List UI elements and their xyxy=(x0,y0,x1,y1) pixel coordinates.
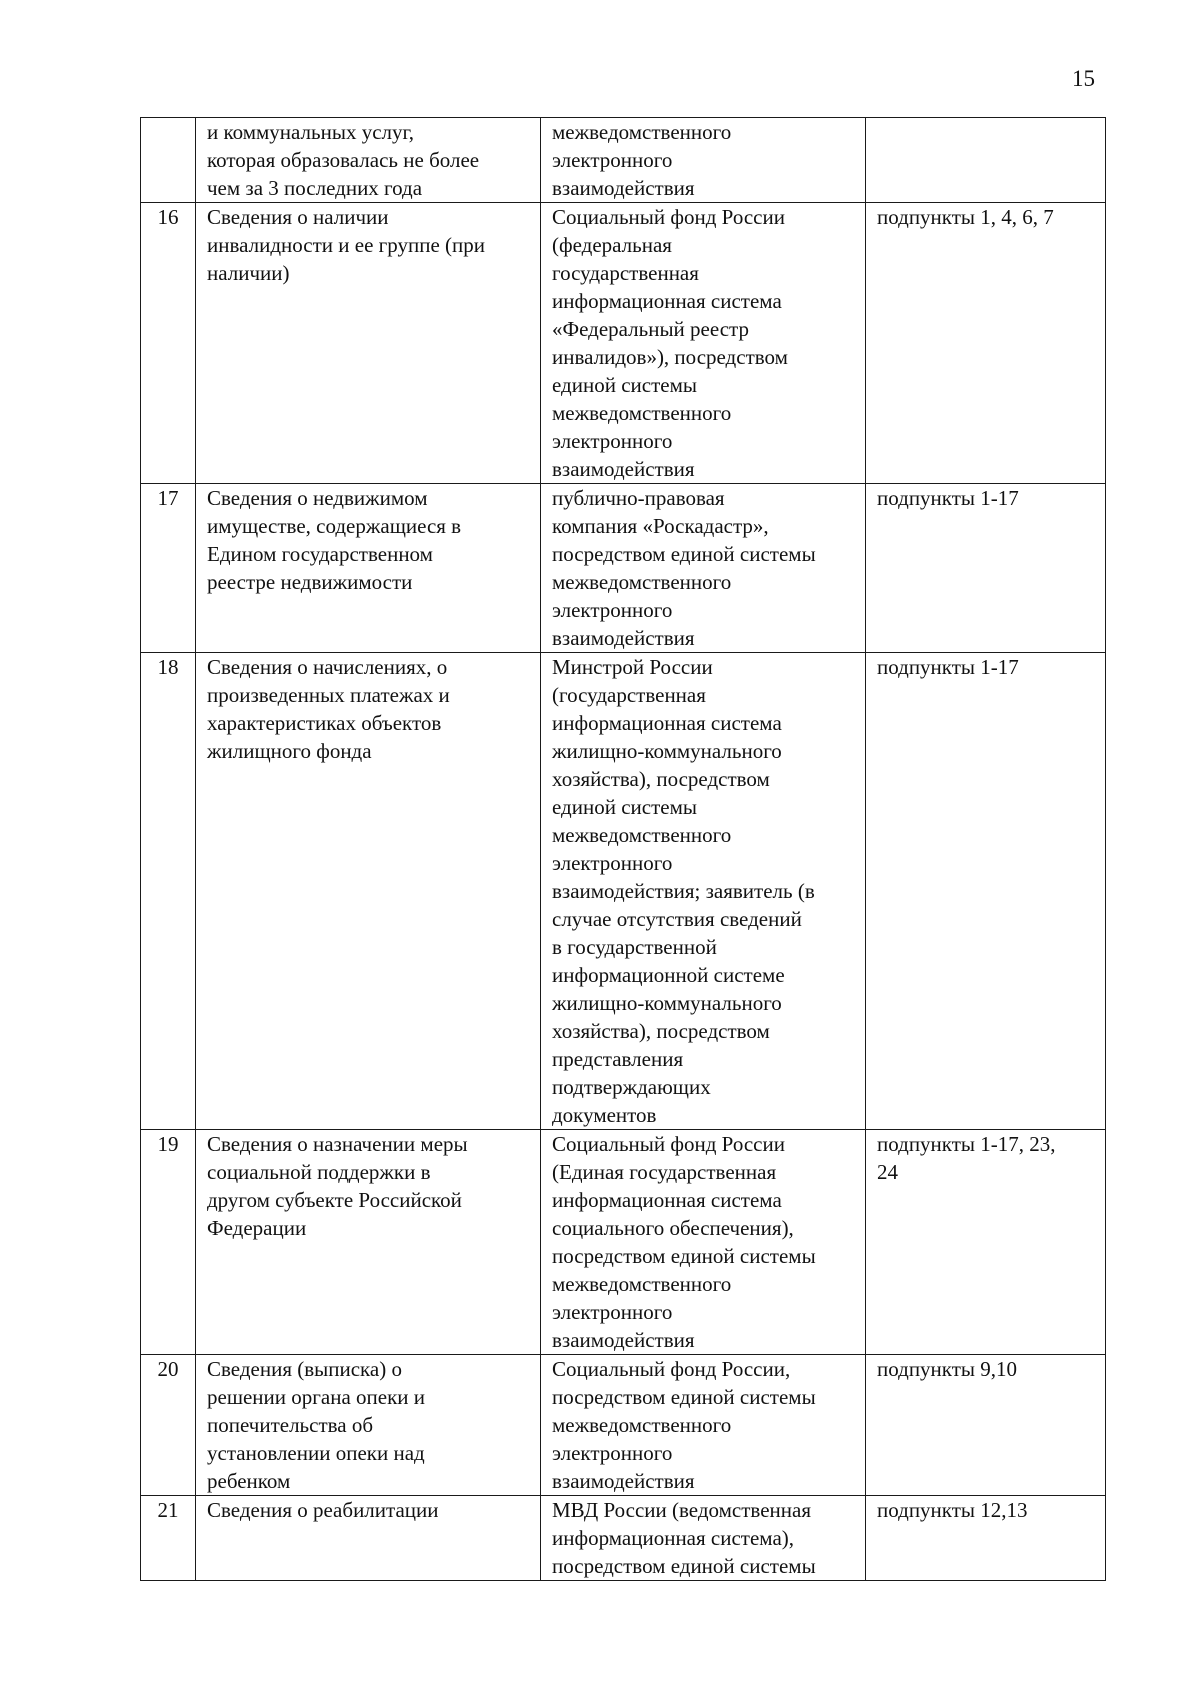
subclauses-cell: подпункты 12,13 xyxy=(866,1496,1106,1581)
info-cell: Сведения о реабилитации xyxy=(196,1496,541,1581)
source-cell: межведомственного электронного взаимодействия xyxy=(541,118,866,203)
source-cell: МВД России (ведомственная информационная система), посредством единой системы xyxy=(541,1496,866,1581)
subclauses-cell: подпункты 1-17 xyxy=(866,484,1106,653)
source-cell: Минстрой России (государственная информационная система жилищно-коммунального хозяйства), посредством единой системы межведомственного электронного взаимодействия; заявитель (в случае отсутствия сведений в государственной информационной системе жилищно-коммунального хозяйства), посредством представления подтверждающих документов xyxy=(541,653,866,1130)
source-cell: Социальный фонд России, посредством единой системы межведомственного электронного взаимодействия xyxy=(541,1355,866,1496)
table-row xyxy=(141,653,1106,1130)
row-number: 16 xyxy=(141,203,196,484)
row-number: 18 xyxy=(141,653,196,1130)
services-table xyxy=(140,117,1106,1581)
table-row xyxy=(141,1130,1106,1355)
info-cell: и коммунальных услуг, которая образовалась не более чем за 3 последних года xyxy=(196,118,541,203)
source-cell: Социальный фонд России (Единая государственная информационная система социального обеспечения), посредством единой системы межведомственного электронного взаимодействия xyxy=(541,1130,866,1355)
table-row xyxy=(141,118,1106,203)
subclauses-cell xyxy=(866,118,1106,203)
table-row xyxy=(141,203,1106,484)
row-number xyxy=(141,118,196,203)
row-number: 21 xyxy=(141,1496,196,1581)
info-cell: Сведения о недвижимом имуществе, содержащиеся в Едином государственном реестре недвижимости xyxy=(196,484,541,653)
table-row xyxy=(141,1355,1106,1496)
subclauses-cell: подпункты 1-17, 23, 24 xyxy=(866,1130,1106,1355)
subclauses-cell: подпункты 1, 4, 6, 7 xyxy=(866,203,1106,484)
info-cell: Сведения о назначении меры социальной поддержки в другом субъекте Российской Федерации xyxy=(196,1130,541,1355)
row-number: 19 xyxy=(141,1130,196,1355)
subclauses-cell: подпункты 9,10 xyxy=(866,1355,1106,1496)
source-cell: публично-правовая компания «Роскадастр», посредством единой системы межведомственного электронного взаимодействия xyxy=(541,484,866,653)
info-cell: Сведения о начислениях, о произведенных платежах и характеристиках объектов жилищного фонда xyxy=(196,653,541,1130)
subclauses-cell: подпункты 1-17 xyxy=(866,653,1106,1130)
info-cell: Сведения (выписка) о решении органа опеки и попечительства об установлении опеки над ребенком xyxy=(196,1355,541,1496)
row-number: 20 xyxy=(141,1355,196,1496)
table-row xyxy=(141,484,1106,653)
row-number: 17 xyxy=(141,484,196,653)
table-row xyxy=(141,1496,1106,1581)
info-cell: Сведения о наличии инвалидности и ее группе (при наличии) xyxy=(196,203,541,484)
source-cell: Социальный фонд России (федеральная государственная информационная система «Федеральный реестр инвалидов»), посредством единой системы межведомственного электронного взаимодействия xyxy=(541,203,866,484)
page-number: 15 xyxy=(1072,66,1095,91)
